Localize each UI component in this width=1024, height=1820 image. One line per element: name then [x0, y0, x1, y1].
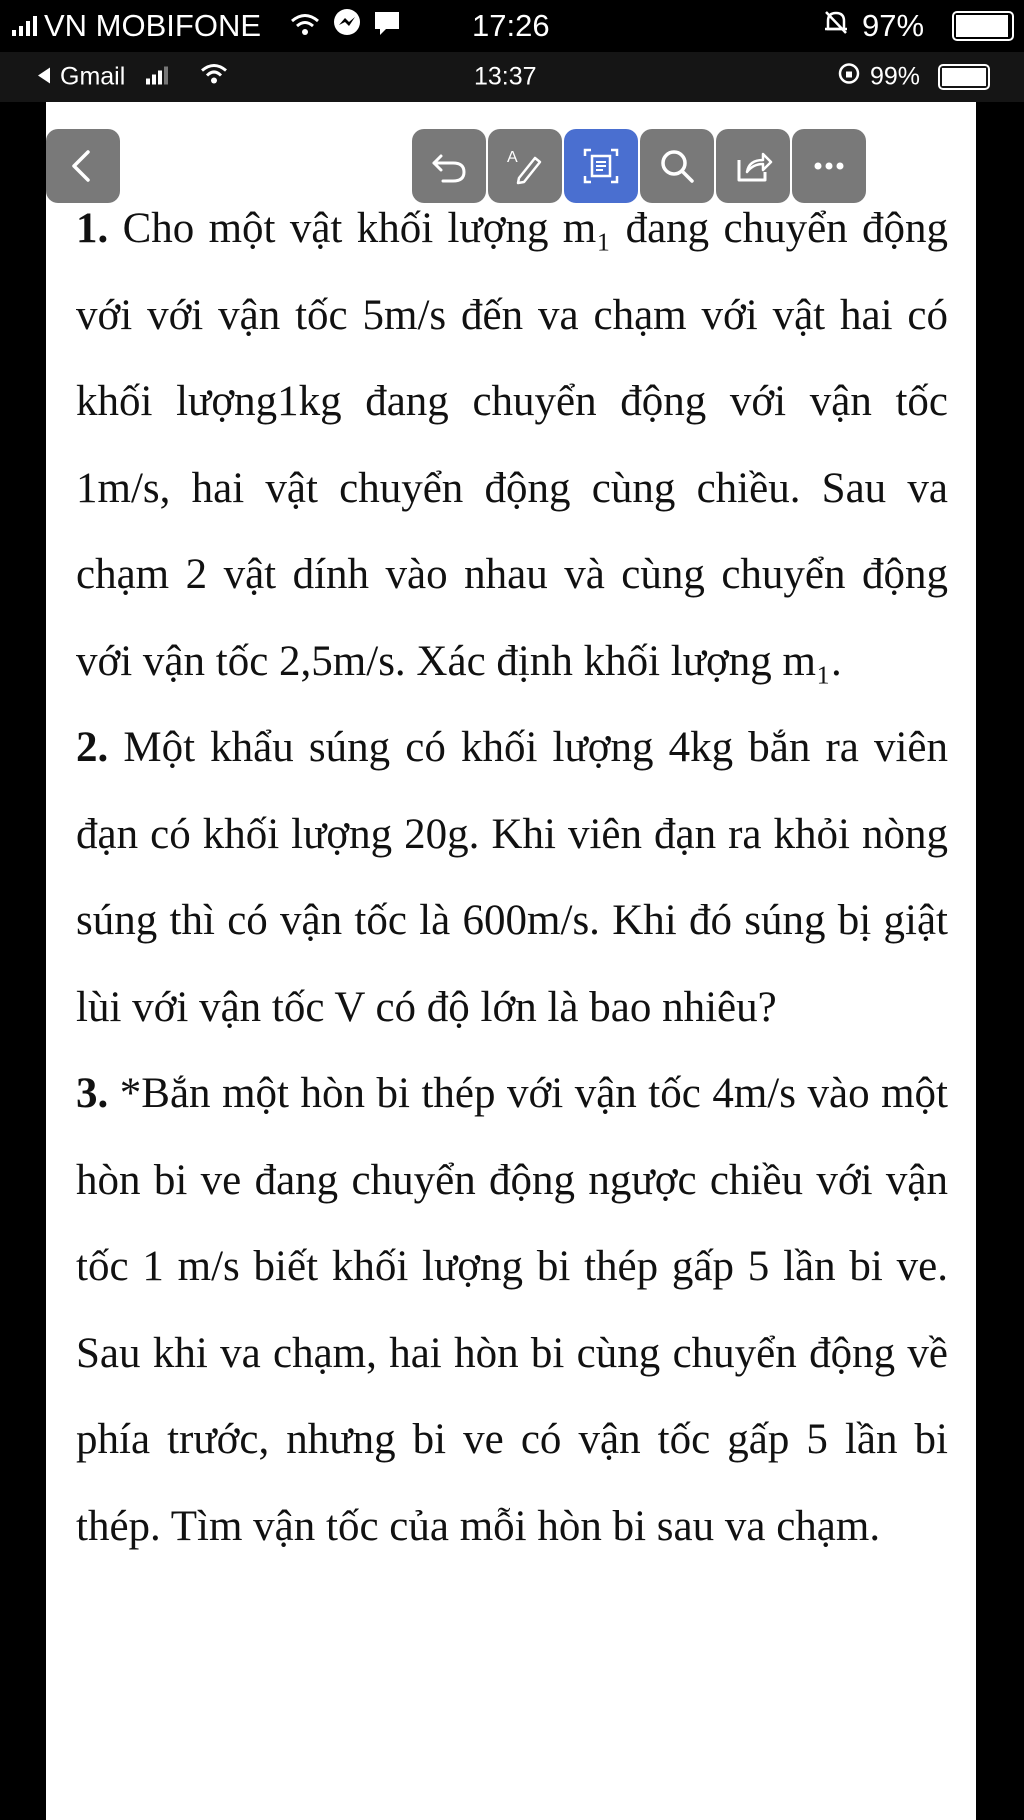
share-icon: [731, 144, 775, 188]
more-button[interactable]: [792, 129, 866, 203]
inner-battery-percent: 99%: [870, 62, 921, 91]
wifi-icon: [200, 63, 228, 92]
problem-number: 3.: [76, 1070, 109, 1117]
problem-2: [76, 705, 948, 1051]
search-icon: [655, 144, 699, 188]
search-button[interactable]: [640, 129, 714, 203]
orientation-lock-icon: [838, 63, 860, 92]
chat-icon: [374, 8, 400, 44]
annotate-button[interactable]: [488, 129, 562, 203]
document-text: [76, 186, 948, 1570]
back-icon: [61, 144, 105, 188]
share-button[interactable]: [716, 129, 790, 203]
reader-view-icon: [579, 144, 623, 188]
problem-number: 2.: [76, 724, 109, 771]
more-icon: [807, 144, 851, 188]
carrier-name: VN MOBIFONE: [44, 8, 262, 43]
outer-battery-percent: 97%: [862, 8, 925, 43]
back-button[interactable]: [46, 129, 120, 203]
outer-status-bar: [0, 0, 1024, 52]
messenger-icon: [332, 7, 362, 45]
problem-3: [76, 1051, 948, 1570]
problem-number: 1.: [76, 205, 109, 252]
alarm-icon: [822, 8, 850, 44]
annotate-icon: [503, 144, 547, 188]
problem-1: [76, 186, 948, 705]
back-to-app-label[interactable]: Gmail: [60, 62, 126, 91]
reader-view-button[interactable]: [564, 129, 638, 203]
problem-text: Cho một vật khối lượng m₁ đang chuyển động với với vận tốc 5m/s đến va chạm với vật hai có khối lượng1kg đang chuyển động với vận tốc 1m/s, hai vật chuyển động cùng chiều. Sau va chạm 2 vật dính vào nhau và cùng chuyển động với vận tốc 2,5m/s. Xác định khối lượng m₁.: [76, 205, 948, 685]
inner-clock: 13:37: [474, 62, 537, 91]
signal-icon: [12, 8, 42, 44]
svg-text:A: A: [507, 149, 518, 166]
problem-text: *Bắn một hòn bi thép với vận tốc 4m/s vào một hòn bi ve đang chuyển động ngược chiều với vận tốc 1 m/s biết khối lượng bi thép gấp 5 lần bi ve. Sau khi va chạm, hai hòn bi cùng chuyển động về phía trước, nhưng bi ve có vận tốc gấp 5 lần bi thép. Tìm vận tốc của mỗi hòn bi sau va chạm.: [76, 1070, 949, 1550]
document-page[interactable]: [46, 102, 976, 1820]
outer-clock: 17:26: [472, 8, 550, 43]
signal-icon: [146, 63, 174, 92]
back-arrow-icon[interactable]: [36, 63, 52, 92]
undo-icon: [427, 144, 471, 188]
undo-button[interactable]: [412, 129, 486, 203]
problem-text: Một khẩu súng có khối lượng 4kg bắn ra viên đạn có khối lượng 20g. Khi viên đạn ra khỏi nòng súng thì có vận tốc là 600m/s. Khi đó súng bị giật lùi với vận tốc V có độ lớn là bao nhiêu?: [76, 724, 949, 1031]
wifi-icon: [290, 8, 320, 44]
inner-status-bar: [0, 52, 1024, 102]
